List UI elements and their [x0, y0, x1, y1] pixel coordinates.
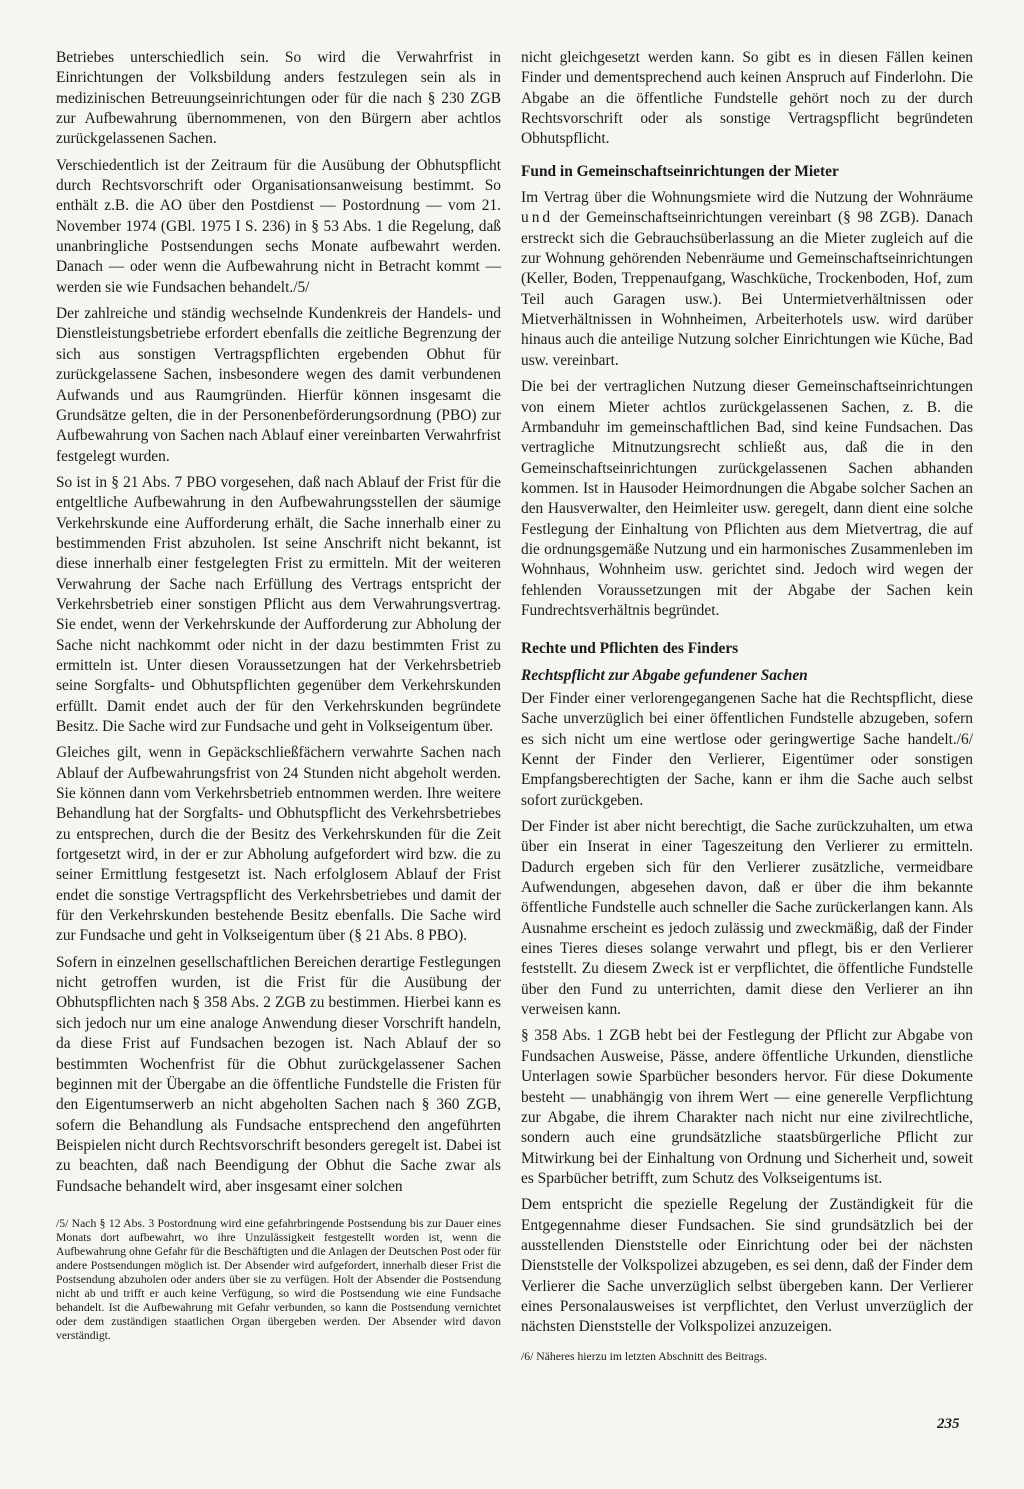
subheading-rechtspflicht: Rechtspflicht zur Abgabe gefundener Sachen — [521, 666, 808, 684]
paragraph: Die bei der vertraglichen Nutzung dieser Gemeinschaftseinrichtungen von einem Mieter achtlos zurückgelassenen Sachen, z. B. die Armbanduhr im gemeinschaftlichen Bad, sind keine Fundsachen. Das vertragliche Mitnutzungsrecht schließt aus, daß die in den Gemeinschaftseinrichtungen zurückgelassenen Sachen abhanden kommen. Ist in Hausoder Heimordnungen die Abgabe solcher Sachen an den Hausverwalter, den Heimleiter usw. geregelt, dann dient eine solche Festlegung der Einhaltung von Pflichten aus dem Mietvertrag, die auf die ordnungsgemäße Nutzung und ein harmonisches Zusammenleben im Wohnhaus, Wohnheim usw. gerichtet sind. Jedoch wird wegen der fehlenden Voraussetzungen mit der Abgabe der Sachen kein Fundrechtsverhältnis begründet. — [521, 378, 973, 619]
section-heading-rechte-pflichten: Rechte und Pflichten des Finders — [521, 640, 739, 658]
paragraph: Verschiedentlich ist der Zeitraum für die Ausübung der Obhutspflicht durch Rechtsvorschrift oder Organisationsanweisung bestimmt. So enthält z.B. die AO über den Postdienst — Postordnung — vom 21. November 1974 (GBl. 1975 I S. 236) in § 53 Abs. 1 die Regelung, daß unanbringliche Postsendungen sechs Monate aufbewahrt werden. Danach — oder wenn die Aufbewahrung nicht in Betracht kommt — werden sie wie Fundsachen behandelt./5/ — [56, 156, 501, 296]
page-number: 235 — [937, 1416, 960, 1432]
paragraph: So ist in § 21 Abs. 7 PBO vorgesehen, daß nach Ablauf der Frist für die entgeltliche Aufbewahrung in den Aufbewahrungsstellen der säumige Verkehrskunde eine Aufforderung erhält, die Sache innerhalb einer zu bestimmenden Frist abzuholen. Ist seine Anschrift nicht bekannt, ist diese innerhalb einer festgelegten Frist zu ermitteln. Mit der weiteren Verwahrung der Sache nach Erfüllung des Vertrags entspricht der Verkehrsbetrieb einer sonstigen Pflicht aus dem Verwahrungsvertrag. Sie endet, wenn der Verkehrskunde der Aufforderung zur Abholung der Sache nicht nachkommt oder nicht in der dazu bestimmten Frist zu ermitteln ist. Unter diesen Voraussetzungen hat der Verkehrsbetrieb seine Sorgfalts- und Obhutspflichten gegenüber dem Verkehrskunden erfüllt. Damit endet auch der für den Verkehrskunden begründete Besitz. Die Sache wird zur Fundsache und geht in Volkseigentum über. — [56, 473, 501, 735]
paragraph: § 358 Abs. 1 ZGB hebt bei der Festlegung der Pflicht zur Abgabe von Fundsachen Ausweise, Pässe, andere öffentliche Urkunden, dienstliche Unterlagen sowie Sparbücher besonders hervor. Für diese Dokumente besteht — unabhängig von ihrem Wert — eine generelle Verpflichtung zur Abgabe, die ihrem Charakter nach nicht nur eine zivilrechtliche, sondern auch eine grundsätzliche staatsbürgerliche Pflicht zur Mitwirkung bei der Einhaltung von Ordnung und Sicherheit und, soweit es Sparbücher betrifft, zum Schutz des Volkseigentums ist. — [521, 1027, 973, 1187]
left-column — [56, 48, 501, 1342]
right-column — [521, 48, 973, 1364]
section-heading-fund-gemeinschaftseinrichtungen: Fund in Gemeinschaftseinrichtungen der Mieter — [521, 162, 839, 180]
paragraph: nicht gleichgesetzt werden kann. So gibt es in diesen Fällen keinen Finder und dementsprechend auch keinen Anspruch auf Finderlohn. Die Abgabe an die öffentliche Fundstelle gehört noch zu der durch Rechtsvorschrift oder als sonstige Vertragspflicht begründeten Obhutspflicht. — [521, 49, 973, 148]
text-run: der Gemeinschaftseinrichtungen vereinbart (§ 98 ZGB). Danach erstreckt sich die Gebrauchsüberlassung an die Mieter zugleich auf die zur Wohnung gehörenden Nebenräume und Gemeinschaftseinrichtungen (Keller, Boden, Treppenaufgang, Waschküche, Trockenboden, Hof, zum Teil auch Garagen usw.). Bei Untermietverhältnissen oder Mietverhältnissen in Wohnheimen, Arbeiterhotels usw. wird darüber hinaus auch die anteilige Nutzung solcher Einrichtungen wie Küche, Bad usw. vereinbart. — [521, 209, 973, 369]
footnote-separator — [56, 1205, 501, 1217]
paragraph: Der Finder ist aber nicht berechtigt, die Sache zurückzuhalten, um etwa über ein Inserat in einer Tageszeitung den Verlierer zu ermitteln. Dadurch ergeben sich für den Verlierer zusätzliche, vermeidbare Aufwendungen, abgesehen davon, daß er über die ihm bekannte öffentliche Fundstelle auch schneller die Sache zurückerlangen kann. Als Ausnahme erscheint es jedoch zulässig und zweckmäßig, daß der Finder eines Tieres dieses solange verwahrt und pflegt, bis er den Verlierer feststellt. Zu diesem Zweck ist er verpflichtet, die öffentliche Fundstelle über den Fund zu unterrichten, damit diese den Verlierer an ihn verweisen kann. — [521, 818, 973, 1019]
footnote-5: /5/ Nach § 12 Abs. 3 Postordnung wird eine gefahrbringende Postsendung bis zur Dauer eines Monats dort aufbewahrt, wo ihre Unzulässigkeit festgestellt worden ist, wenn die Aufbewahrung ohne Gefahr für die Beschäftigten und die Anlagen der Deutschen Post oder für andere Postsendungen möglich ist. Der Absender wird aufgefordert, innerhalb dieser Frist die Postsendung abzuholen oder anders über sie zu verfügen. Holt der Absender die Postsendung nicht ab und trifft er auch keine Verfügung, so wird die Postsendung wie eine Fundsache behandelt. Ist die Aufbewahrung mit Gefahr verbunden, so kann die Postsendung vernichtet oder dem zuständigen staatlichen Organ übergeben werden. Der Absender wird davon verständigt. — [56, 1216, 501, 1342]
paragraph — [521, 188, 973, 371]
spaced-emphasis: und — [521, 209, 554, 227]
paragraph: Sofern in einzelnen gesellschaftlichen Bereichen derartige Festlegungen nicht getroffen wurden, ist die Frist für die Ausübung der Obhutspflichten nach § 358 Abs. 2 ZGB zu bestimmen. Hierbei kann es sich jedoch nur um eine analoge Anwendung dieser Vorschrift handeln, da diese Frist auf Fundsachen bezogen ist. Nach Ablauf der so bestimmten Wochenfrist für die Obhut zurückgelassener Sachen beginnen mit der Übergabe an die öffentliche Fundstelle die Fristen für den Eigentumserwerb an nicht abgeholten Sachen nach § 360 ZGB, sofern die Behandlung als Fundsache entsprechend den angeführten Beispielen nicht durch Rechtsvorschrift besonders geregelt ist. Dabei ist zu beachten, daß nach Beendigung der Obhut die Sache zwar als Fundsache behandelt wird, aber insgesamt einer solchen — [56, 953, 501, 1195]
paragraph: Der Finder einer verlorengegangenen Sache hat die Rechtspflicht, diese Sache unverzüglich bei einer öffentlichen Fundstelle abzugeben, sofern es sich nicht um eine wertlose oder geringwertige Sache handelt./6/ Kennt der Finder den Verlierer, Eigentümer oder sonstigen Empfangsberechtigten der Sache, kann er ihm die Sache auch selbst sofort zurückgeben. — [521, 689, 973, 809]
paragraph: Der zahlreiche und ständig wechselnde Kundenkreis der Handels- und Dienstleistungsbetriebe erfordert ebenfalls die zeitliche Begrenzung der sich aus sonstigen Vertragspflichten ergebenden Obhut für zurückgelassene Sachen, insbesondere wegen des damit verbundenen Aufwands und aus Raumgründen. Hierfür können insgesamt die Grundsätze gelten, die in der Personenbeförderungsordnung (PBO) zur Aufbewahrung von Sachen nach Ablauf einer vereinbarten Verwahrfrist festgelegt wurden. — [56, 305, 501, 465]
paragraph: Gleiches gilt, wenn in Gepäckschließfächern verwahrte Sachen nach Ablauf der Aufbewahrungsfrist von 24 Stunden nicht abgeholt werden. Sie können dann vom Verkehrsbetrieb entnommen werden. Ihre weitere Behandlung hat der Sorgfalts- und Obhutspflicht des Verkehrsbetriebes zu entsprechen, durch die der Besitz des Verkehrskunden für die Zeit fortgesetzt wird, in der er zur Abholung aufgefordert wird bzw. die zu seiner Ermittlung festgesetzt ist. Nach erfolglosem Ablauf der Frist endet die sonstige Vertragspflicht des Verkehrsbetriebes und damit der für den Verkehrskunden bestehende Besitz ebenfalls. Die Sache wird zur Fundsache und geht in Volkseigentum über (§ 21 Abs. 8 PBO). — [56, 744, 501, 945]
footnote-6: /6/ Näheres hierzu im letzten Abschnitt des Beitrags. — [521, 1349, 768, 1363]
paragraph: Dem entspricht die spezielle Regelung der Zuständigkeit für die Entgegennahme dieser Fundsachen. Sie sind grundsätzlich bei der ausstellenden Dienststelle oder Einrichtung oder bei der nächsten Dienststelle der Volkspolizei abzugeben, es sei denn, daß der Finder dem Verlierer die Sache unverzüglich selbst übergeben kann. Der Verlierer eines Personalausweises ist verpflichtet, den Verlust unverzüglich der nächsten Dienststelle der Volkspolizei anzuzeigen. — [521, 1196, 973, 1336]
paragraph: Betriebes unterschiedlich sein. So wird die Verwahrfrist in Einrichtungen der Volksbildung anders festzulegen sein als in medizinischen Betreuungseinrichtungen oder für die nach § 230 ZGB zur Aufbewahrung übernommenen, von den Bürgern aber achtlos zurückgelassenen Sachen. — [56, 49, 501, 148]
text-run: Im Vertrag über die Wohnungsmiete wird die Nutzung der Wohnräume — [521, 189, 973, 207]
